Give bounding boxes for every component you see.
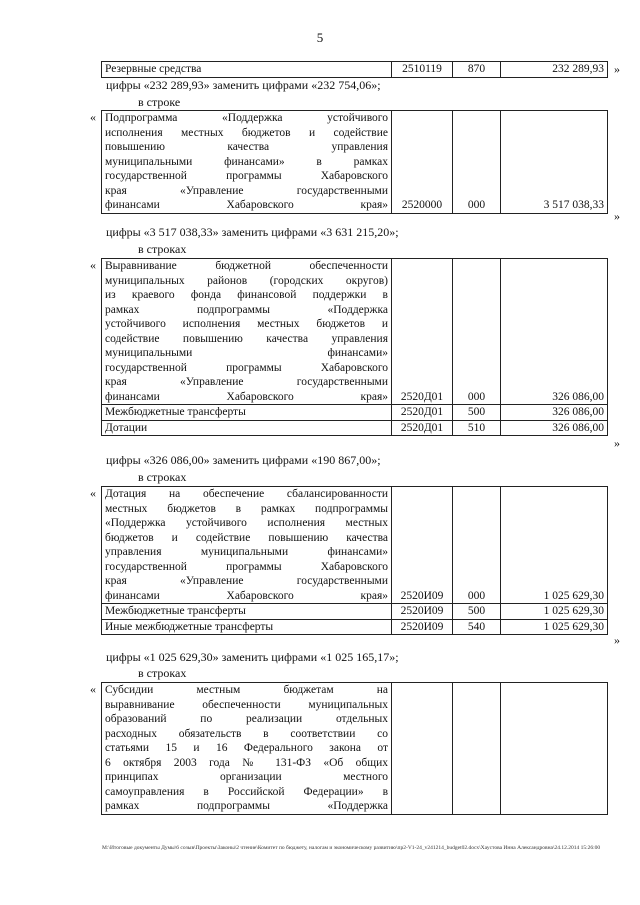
table-row: [102, 259, 608, 405]
next-label: в строках: [138, 242, 187, 256]
close-quote: »: [614, 62, 620, 76]
table-row: [102, 405, 608, 421]
table-row: [102, 420, 608, 436]
row-code: [392, 683, 453, 815]
row-vr: 540: [453, 619, 501, 635]
close-quote: »: [614, 209, 620, 223]
table-row: [102, 619, 608, 635]
row-vr: 510: [453, 420, 501, 436]
row-sum: 326 086,00: [501, 420, 608, 436]
row-sum: 1 025 629,30: [501, 487, 608, 604]
row-description: Дотации: [102, 420, 392, 436]
replace-instruction: цифры «326 086,00» заменить цифрами «190 867,00»;: [106, 453, 381, 467]
table-row: [102, 604, 608, 620]
row-sum: 326 086,00: [501, 405, 608, 421]
row-code: 2520И09: [392, 619, 453, 635]
close-quote: »: [614, 633, 620, 647]
table-row: [102, 111, 608, 214]
row-code: 2520Д01: [392, 405, 453, 421]
row-vr: 000: [453, 111, 501, 214]
row-sum: 3 517 038,33: [501, 111, 608, 214]
budget-table-equalization: [101, 258, 608, 436]
document-footer-path: M:\Итоговые документы Думы\6 созыв\Проекты\Законы\2 чтение\Комитет по бюджету, налогам и экономическому развитию\пр2-V1-24_v241214_budget02.docx\Хаустова Инна Александровна\24.12.2014 15:26:00: [102, 845, 601, 851]
row-description: Выравнивание бюджетной обеспеченности муниципальных районов (городских округов) из краевого фонда финансовой поддержки в рамках подпрограммы «Поддержка устойчивого исполнения местных бюджетов и содействие повышению качества управления муниципальными финансами» государственной программы Хабаровского края «Управление государственными финансами Хабаровского края»: [102, 259, 392, 405]
table-row: [102, 62, 608, 78]
row-description: Иные межбюджетные трансферты: [102, 619, 392, 635]
close-quote: »: [614, 436, 620, 450]
next-label: в строках: [138, 666, 187, 680]
row-description: Резервные средства: [102, 62, 392, 78]
budget-table-subsidies: [101, 682, 608, 815]
budget-table-subprogram: [101, 110, 608, 214]
row-description: Дотация на обеспечение сбалансированности местных бюджетов в рамках подпрограммы «Поддержка устойчивого исполнения местных бюджетов и содействие повышению качества управления муниципальными финансами» государственной программы Хабаровского края «Управление государственными финансами Хабаровского края»: [102, 487, 392, 604]
budget-table-subsidy-balance: [101, 486, 608, 635]
row-vr: 000: [453, 487, 501, 604]
row-code: 2520Д01: [392, 420, 453, 436]
budget-table-reserve: [101, 61, 608, 78]
row-code: 2520И09: [392, 487, 453, 604]
table-row: [102, 683, 608, 815]
row-vr: 500: [453, 405, 501, 421]
replace-instruction: цифры «3 517 038,33» заменить цифрами «3 631 215,20»;: [106, 225, 399, 239]
open-quote: «: [90, 682, 96, 696]
row-vr: 000: [453, 259, 501, 405]
page-number: 5: [316, 30, 324, 45]
open-quote: «: [90, 486, 96, 500]
row-description: Межбюджетные трансферты: [102, 405, 392, 421]
next-label: в строке: [138, 95, 181, 109]
open-quote: «: [90, 258, 96, 272]
row-code: 2520Д01: [392, 259, 453, 405]
row-code: 2510119: [392, 62, 453, 78]
row-vr: [453, 683, 501, 815]
next-label: в строках: [138, 470, 187, 484]
row-sum: 1 025 629,30: [501, 619, 608, 635]
row-description: Подпрограмма «Поддержка устойчивого исполнения местных бюджетов и содействие повышению качества управления муниципальными финансами» в рамках государственной программы Хабаровского края «Управление государственными финансами Хабаровского края»: [102, 111, 392, 214]
open-quote: «: [90, 110, 96, 124]
table-row: [102, 487, 608, 604]
row-description: Межбюджетные трансферты: [102, 604, 392, 620]
row-code: 2520И09: [392, 604, 453, 620]
row-sum: 326 086,00: [501, 259, 608, 405]
row-vr: 870: [453, 62, 501, 78]
row-sum: 232 289,93: [501, 62, 608, 78]
replace-instruction: цифры «232 289,93» заменить цифрами «232 754,06»;: [106, 78, 381, 92]
row-vr: 500: [453, 604, 501, 620]
row-sum: [501, 683, 608, 815]
row-code: 2520000: [392, 111, 453, 214]
row-description: Субсидии местным бюджетам на выравнивание обеспеченности муниципальных образований по реализации отдельных расходных обязательств в соответствии со статьями 15 и 16 Федерального закона от 6 октября 2003 года № 131-ФЗ «Об общих принципах организации местного самоуправления в Российской Федерации» в рамках подпрограммы «Поддержка: [102, 683, 392, 815]
replace-instruction: цифры «1 025 629,30» заменить цифрами «1 025 165,17»;: [106, 650, 399, 664]
row-sum: 1 025 629,30: [501, 604, 608, 620]
